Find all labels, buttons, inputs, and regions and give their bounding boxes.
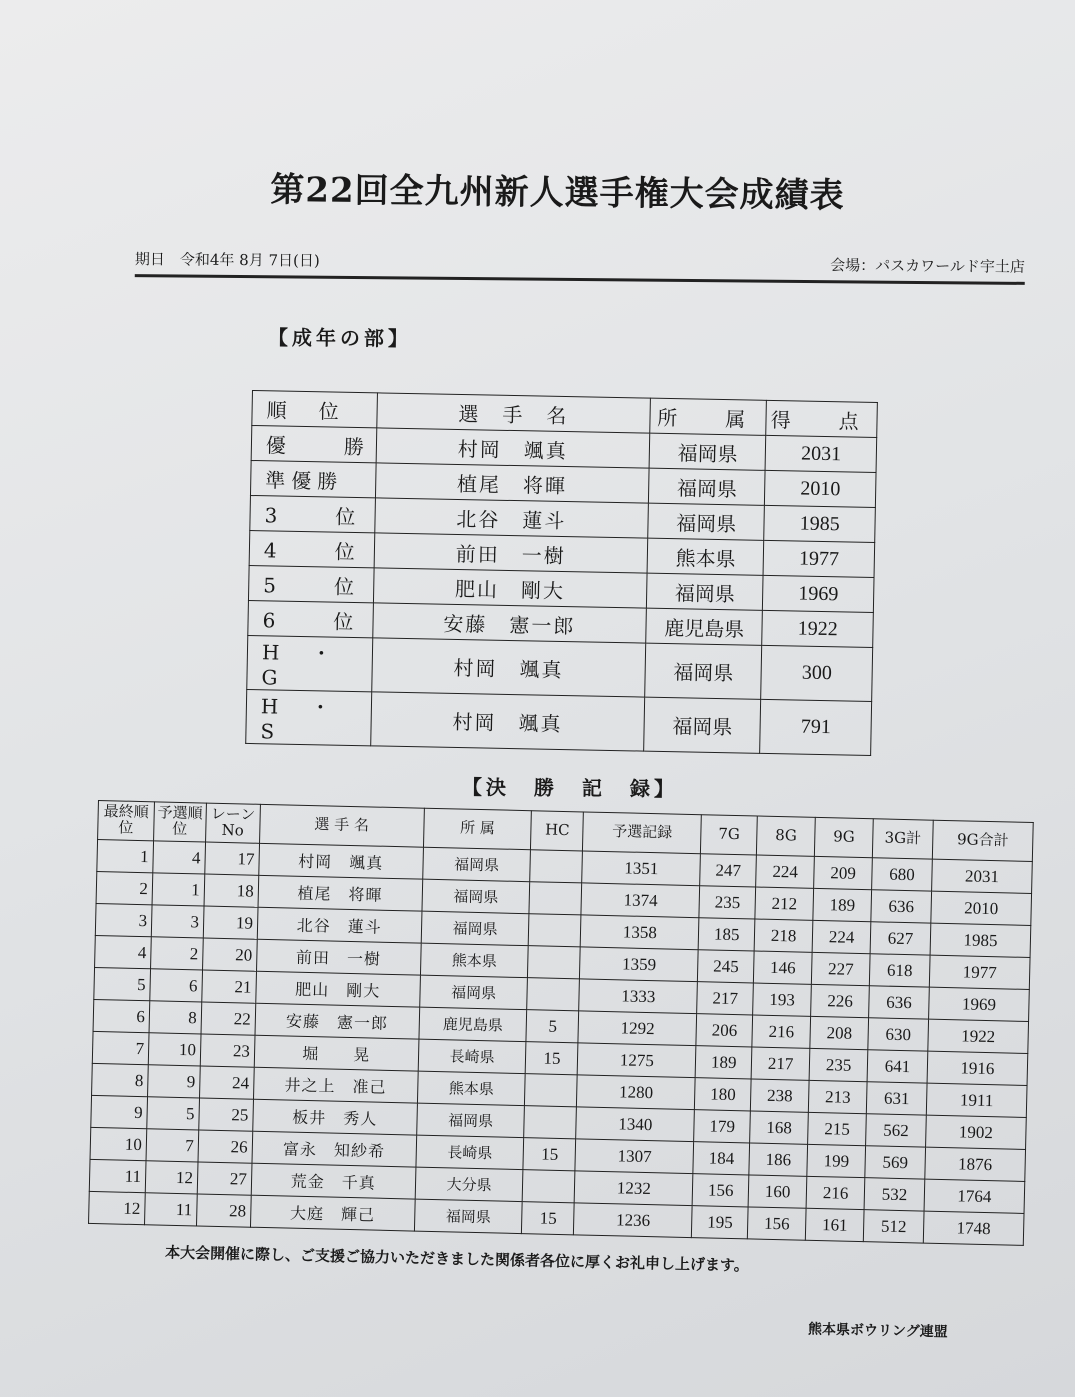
score-cell: 1977 (763, 540, 874, 577)
score-cell: 1922 (762, 610, 873, 647)
final-rank-cell: 5 (94, 967, 151, 1000)
prelim-score-cell: 1292 (578, 1011, 697, 1046)
lane-cell: 23 (200, 1034, 255, 1067)
lane-cell: 19 (203, 906, 258, 939)
total9-cell: 2031 (932, 859, 1033, 893)
col-hc: HC (531, 811, 584, 851)
thanks-note: 本大会開催に際し、ご支援ご協力いただきました関係者各位に厚くお礼申し上げます。 (164, 1243, 749, 1275)
lane-cell: 24 (199, 1066, 254, 1099)
total3-cell: 562 (866, 1114, 927, 1147)
game9-cell: 213 (808, 1080, 867, 1113)
player-cell: 安藤 憲一郎 (372, 603, 646, 643)
prelim-rank-cell: 5 (147, 1097, 200, 1130)
game7-cell: 245 (698, 950, 755, 983)
prelim-rank-cell: 10 (148, 1033, 201, 1066)
total3-cell: 618 (869, 954, 930, 987)
prelim-score-cell: 1351 (582, 851, 701, 886)
lane-cell: 22 (201, 1002, 256, 1035)
game7-cell: 179 (694, 1110, 751, 1143)
final-rank-cell: 6 (93, 999, 150, 1032)
affiliation-cell: 福岡県 (422, 847, 531, 882)
prelim-score-cell: 1280 (577, 1075, 696, 1110)
player-cell: 肥山 剛大 (373, 568, 647, 608)
col-final-rank: 最終順位 (98, 801, 155, 841)
score-cell: 2010 (765, 470, 876, 507)
affiliation-cell: 熊本県 (647, 538, 764, 575)
lane-cell: 18 (204, 874, 259, 907)
game8-cell: 193 (753, 983, 812, 1016)
prelim-score-cell: 1236 (574, 1203, 693, 1238)
total3-cell: 680 (872, 858, 933, 891)
col-9g-total: 9G合計 (932, 820, 1033, 861)
hc-cell (527, 978, 580, 1011)
game7-cell: 180 (695, 1078, 752, 1111)
player-cell: 植尾 将暉 (258, 875, 423, 911)
rank-cell: 3 位 (250, 495, 375, 532)
prelim-rank-cell: 8 (149, 1001, 202, 1034)
prelim-score-cell: 1340 (576, 1107, 695, 1142)
total3-cell: 627 (870, 922, 931, 955)
game7-cell: 156 (692, 1174, 749, 1207)
lane-cell: 28 (196, 1194, 251, 1227)
final-results-body (89, 840, 1033, 1246)
game8-cell: 212 (755, 887, 814, 920)
total9-cell: 1748 (923, 1211, 1024, 1245)
event-meta (134, 248, 1025, 276)
total9-cell: 1985 (930, 923, 1031, 957)
total3-cell: 636 (869, 986, 930, 1019)
prelim-rank-cell: 2 (150, 937, 203, 970)
total3-cell: 569 (865, 1146, 926, 1179)
affiliation-cell: 福岡県 (645, 643, 762, 699)
hc-cell (530, 850, 583, 883)
prelim-score-cell: 1333 (579, 979, 698, 1014)
game7-cell: 184 (693, 1142, 750, 1175)
lane-cell: 17 (205, 842, 260, 875)
game9-cell: 227 (812, 952, 871, 985)
final-section-heading: 【決 勝 記 録】 (461, 775, 679, 801)
total9-cell: 1916 (927, 1051, 1028, 1085)
affiliation-cell: 大分県 (415, 1167, 524, 1202)
player-cell: 北谷 蓮斗 (374, 498, 648, 538)
total3-cell: 532 (864, 1178, 925, 1211)
event-date: 期日 令和4年 8月 7日(日) (134, 250, 320, 270)
prelim-score-cell: 1307 (575, 1139, 694, 1174)
rank-cell: 4 位 (249, 530, 374, 567)
prelim-rank-cell: 4 (153, 841, 206, 874)
final-rank-cell: 12 (89, 1191, 146, 1224)
game8-cell: 218 (754, 919, 813, 952)
score-cell: 2031 (765, 435, 876, 472)
final-results-table-wrap (88, 800, 1034, 1246)
game8-cell: 224 (756, 855, 815, 888)
game7-cell: 195 (692, 1206, 749, 1239)
game7-cell: 247 (700, 854, 757, 887)
hc-cell (523, 1170, 576, 1203)
col-affiliation: 所 属 (423, 808, 532, 850)
col-affiliation: 所 属 (650, 398, 767, 435)
player-cell: 肥山 剛大 (256, 971, 421, 1007)
affiliation-cell: 福岡県 (648, 503, 765, 540)
total9-cell: 1922 (928, 1019, 1029, 1053)
final-rank-cell: 10 (90, 1127, 147, 1160)
game8-cell: 168 (750, 1111, 809, 1144)
affiliation-cell: 福岡県 (414, 1199, 523, 1234)
game7-cell: 217 (697, 982, 754, 1015)
prelim-rank-cell: 9 (147, 1065, 200, 1098)
total9-cell: 1911 (926, 1083, 1027, 1117)
affiliation-cell: 福岡県 (649, 433, 766, 470)
player-cell: 大庭 輝己 (250, 1195, 415, 1231)
hc-cell (529, 914, 582, 947)
game8-cell: 238 (751, 1079, 810, 1112)
total9-cell: 1876 (925, 1147, 1026, 1181)
game8-cell: 216 (752, 1015, 811, 1048)
affiliation-cell: 長崎県 (416, 1135, 525, 1170)
game9-cell: 215 (808, 1112, 867, 1145)
affiliation-cell: 福岡県 (644, 697, 761, 753)
score-cell: 791 (760, 699, 872, 755)
hc-cell: 15 (523, 1138, 576, 1171)
prelim-rank-cell: 6 (150, 969, 203, 1002)
player-cell: 安藤 憲一郎 (255, 1003, 420, 1039)
hc-cell: 15 (522, 1202, 575, 1235)
game7-cell: 189 (695, 1046, 752, 1079)
game9-cell: 224 (812, 920, 871, 953)
total3-cell: 630 (868, 1018, 929, 1051)
adult-results-table-wrap (245, 390, 878, 756)
player-cell: 荒金 千真 (251, 1163, 416, 1199)
affiliation-cell: 福岡県 (421, 911, 530, 946)
player-cell: 井之上 准己 (253, 1067, 418, 1103)
game9-cell: 208 (810, 1016, 869, 1049)
col-score: 得 点 (766, 400, 877, 437)
final-rank-cell: 2 (96, 871, 153, 904)
col-9g: 9G (815, 817, 874, 857)
total3-cell: 641 (867, 1050, 928, 1083)
final-rank-cell: 4 (95, 935, 152, 968)
game8-cell: 186 (749, 1143, 808, 1176)
score-cell: 300 (761, 645, 873, 701)
affiliation-cell: 福岡県 (416, 1103, 525, 1138)
affiliation-cell: 福岡県 (649, 468, 766, 505)
rank-cell: H ・ S (246, 689, 372, 745)
col-player: 選 手 名 (259, 804, 424, 847)
final-rank-cell: 9 (91, 1095, 148, 1128)
player-cell: 村岡 颯真 (259, 843, 424, 879)
prelim-rank-cell: 1 (152, 873, 205, 906)
col-rank: 順 位 (252, 391, 377, 428)
total3-cell: 631 (866, 1082, 927, 1115)
prelim-score-cell: 1359 (580, 947, 699, 982)
player-cell: 村岡 颯真 (371, 638, 646, 697)
score-cell: 1969 (763, 575, 874, 612)
total9-cell: 1977 (929, 955, 1030, 989)
final-rank-cell: 8 (92, 1063, 149, 1096)
lane-cell: 26 (198, 1130, 253, 1163)
player-cell: 堀 晃 (254, 1035, 419, 1071)
player-cell: 村岡 颯真 (376, 428, 650, 468)
prelim-rank-cell: 7 (146, 1129, 199, 1162)
game9-cell: 235 (809, 1048, 868, 1081)
prelim-rank-cell: 12 (145, 1161, 198, 1194)
affiliation-cell: 熊本県 (420, 943, 529, 978)
table-row (246, 689, 872, 755)
final-rank-cell: 1 (97, 840, 154, 873)
hc-cell (525, 1074, 578, 1107)
adult-results-table (245, 390, 878, 756)
rank-cell: 優 勝 (251, 426, 376, 463)
game9-cell: 161 (805, 1208, 864, 1241)
game7-cell: 185 (698, 918, 755, 951)
game9-cell: 226 (811, 984, 870, 1017)
hc-cell (524, 1106, 577, 1139)
total9-cell: 1969 (929, 987, 1030, 1021)
total9-cell: 1902 (926, 1115, 1027, 1149)
affiliation-cell: 福岡県 (419, 975, 528, 1010)
game9-cell: 216 (806, 1176, 865, 1209)
rank-cell: H ・ G (247, 635, 373, 691)
player-cell: 前田 一樹 (374, 533, 648, 573)
game8-cell: 156 (748, 1207, 807, 1240)
col-7g: 7G (701, 815, 758, 855)
col-3g-total: 3G計 (872, 819, 933, 859)
rank-cell: 準優勝 (250, 460, 375, 497)
game7-cell: 206 (696, 1014, 753, 1047)
affiliation-cell: 熊本県 (417, 1071, 526, 1106)
game8-cell: 146 (754, 951, 813, 984)
game9-cell: 199 (807, 1144, 866, 1177)
game8-cell: 160 (748, 1175, 807, 1208)
player-cell: 板井 秀人 (253, 1099, 418, 1135)
lane-cell: 20 (202, 938, 257, 971)
lane-cell: 27 (197, 1162, 252, 1195)
prelim-rank-cell: 3 (151, 905, 204, 938)
hc-cell (528, 946, 581, 979)
prelim-score-cell: 1275 (578, 1043, 697, 1078)
col-8g: 8G (757, 816, 816, 856)
final-results-table (88, 800, 1034, 1246)
score-cell: 1985 (764, 505, 875, 542)
game9-cell: 189 (813, 888, 872, 921)
affiliation-cell: 長崎県 (418, 1039, 527, 1074)
adult-section-heading: 【成年の部】 (267, 325, 413, 351)
total9-cell: 1764 (924, 1179, 1025, 1213)
rank-cell: 5 位 (248, 565, 373, 602)
game7-cell: 235 (699, 886, 756, 919)
prelim-score-cell: 1374 (581, 883, 700, 918)
prelim-score-cell: 1358 (581, 915, 700, 950)
final-rank-cell: 7 (92, 1031, 149, 1064)
adult-results-body (246, 426, 877, 756)
affiliation-cell: 鹿児島県 (646, 608, 763, 645)
col-player: 選 手 名 (376, 393, 650, 433)
lane-cell: 25 (199, 1098, 254, 1131)
document-title: 第22回全九州新人選手権大会成績表 (270, 169, 845, 217)
player-cell: 村岡 颯真 (370, 692, 645, 751)
player-cell: 北谷 蓮斗 (257, 907, 422, 943)
lane-cell: 21 (202, 970, 257, 1003)
total9-cell: 2010 (931, 891, 1032, 925)
event-venue: 会場：パスカワールド宇土店 (830, 256, 1025, 276)
final-rank-cell: 11 (89, 1159, 146, 1192)
affiliation-cell: 鹿児島県 (419, 1007, 528, 1042)
organization-name: 熊本県ボウリング連盟 (807, 1321, 948, 1341)
game9-cell: 209 (814, 856, 873, 889)
player-cell: 植尾 将暉 (375, 463, 649, 503)
hc-cell: 15 (526, 1042, 579, 1075)
col-lane: レーンNo (205, 803, 260, 843)
total3-cell: 512 (863, 1210, 924, 1243)
prelim-score-cell: 1232 (575, 1171, 694, 1206)
affiliation-cell: 福岡県 (647, 573, 764, 610)
game8-cell: 217 (751, 1047, 810, 1080)
total3-cell: 636 (871, 890, 932, 923)
prelim-rank-cell: 11 (144, 1193, 197, 1226)
player-cell: 富永 知紗希 (252, 1131, 417, 1167)
hc-cell (529, 882, 582, 915)
hc-cell: 5 (526, 1010, 579, 1043)
rank-cell: 6 位 (248, 600, 373, 637)
affiliation-cell: 福岡県 (422, 879, 531, 914)
col-prelim-rank: 予選順位 (153, 802, 206, 842)
player-cell: 前田 一樹 (256, 939, 421, 975)
col-prelim-score: 予選記録 (583, 812, 702, 854)
final-rank-cell: 3 (95, 903, 152, 936)
